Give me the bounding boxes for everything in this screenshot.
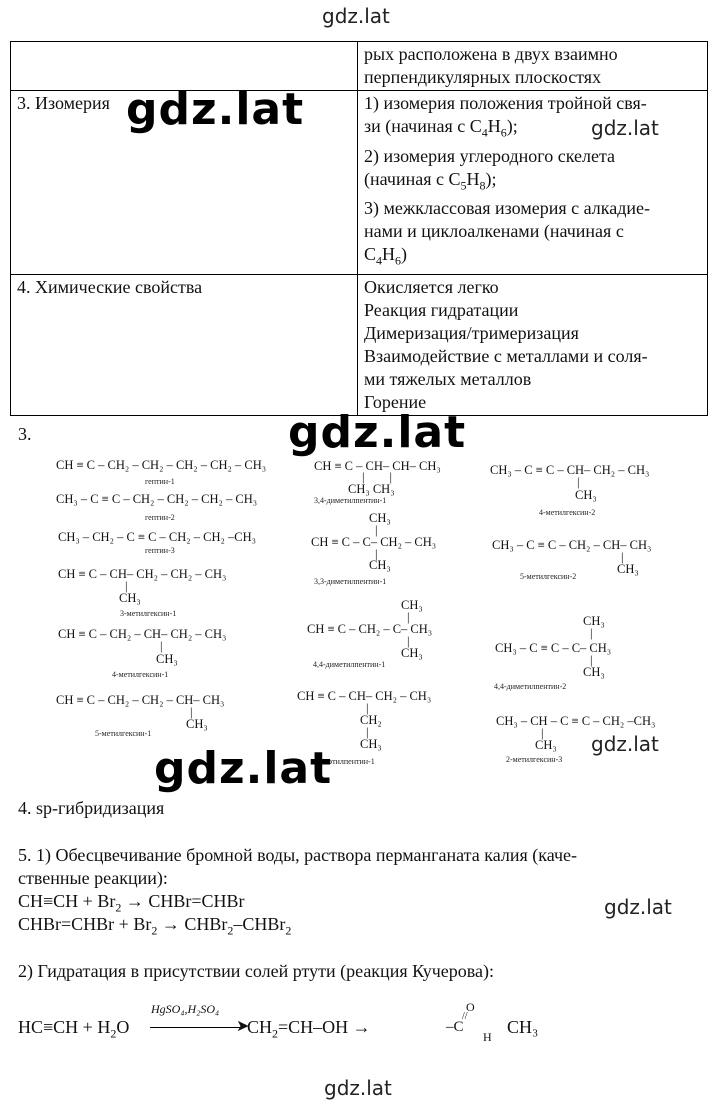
cell-line: 3) межклассовая изомерия с алкадие- <box>364 198 650 219</box>
formula-line: CH₃ CH₃ <box>348 482 395 496</box>
formula-line: CH₃ <box>575 488 597 502</box>
equation-bromination-2: CHBr=CHBr + $Br_2$ → CHBr$_2$–CHBr$_2$ <box>18 914 292 938</box>
aldehyde-h: H <box>483 1030 492 1044</box>
table-cell <box>358 91 708 275</box>
section-5-line-1: 5. 1) Обесцвечивание бромной воды, раствора перманганата калия (каче- <box>18 845 578 865</box>
isomer-name: гептин-1 <box>145 477 175 486</box>
formula-line: CH₃ – CH₂ – C ≡ C – CH₂ – CH₂ –CH₃ <box>58 530 256 544</box>
isomer-name: 3-метилгексин-1 <box>120 609 177 618</box>
table-cell <box>11 91 358 275</box>
isomer-name: 3,4-диметилпентин-1 <box>314 496 387 505</box>
row-heading: 4. Химические свойства <box>17 276 203 297</box>
bond-line: | <box>590 626 593 640</box>
bond-line: | <box>375 547 378 561</box>
formula-line: CH₃ <box>119 591 141 605</box>
table-row <box>11 42 708 91</box>
formula-line: CH₃ <box>401 646 423 660</box>
formula-line: CH₃ <box>360 737 382 751</box>
table-cell <box>11 274 358 415</box>
reaction-arrow-head: ➤ <box>236 1018 250 1035</box>
bond-line: | <box>160 639 163 653</box>
formula-line: CH₃ – C ≡ C – CH₂ – CH₂ – CH₂ – CH₃ <box>56 492 258 506</box>
watermark-mid-right: gdz.lat <box>591 116 659 140</box>
cell-line: Реакция гидратации <box>364 299 519 320</box>
aldehyde-ch3: CH₃ <box>507 1017 539 1037</box>
watermark-right-structures: gdz.lat <box>591 732 659 756</box>
formula-line: CH ≡ C – CH₂ – CH₂ – CH– CH₃ <box>56 693 225 707</box>
equation-kucherov-left: $HC\equiv CH + H_2O$ <box>18 1017 130 1041</box>
isomer-name: гептин-2 <box>145 513 175 522</box>
watermark-top: gdz.lat <box>322 4 390 28</box>
section-4-text: 4. sp-гибридизация <box>18 798 165 818</box>
section-number: 3. <box>18 424 32 444</box>
formula-line: CH₃ – CH – C ≡ C – CH₂ –CH₃ <box>496 714 656 728</box>
aldehyde-o: O <box>466 1000 475 1014</box>
bond-line: | <box>366 725 369 739</box>
isomer-name: 5-метилгексин-1 <box>95 729 152 738</box>
bond-line: | <box>125 579 128 593</box>
formula-line: CH₃ <box>369 558 391 572</box>
bond-line: | <box>577 475 580 489</box>
isomer-name: -этилпентин-1 <box>326 757 375 766</box>
table-cell <box>358 42 708 91</box>
bond-line: | <box>541 726 544 740</box>
isomer-name: 2-метилгексин-3 <box>506 755 563 764</box>
formula-line: CH₂ <box>360 713 382 727</box>
section-5-line-2: ственные реакции): <box>18 868 168 888</box>
reaction-arrow <box>150 1027 242 1028</box>
cell-line: Взаимодействие с металлами и соля- <box>364 345 648 366</box>
watermark-big-1: gdz.lat <box>126 84 305 135</box>
bond-line: | <box>407 634 410 648</box>
formula-line: CH ≡ C – CH₂ – CH₂ – CH₂ – CH₂ – CH₃ <box>56 458 267 472</box>
watermark-big-3: gdz.lat <box>154 743 333 794</box>
watermark-big-2: gdz.lat <box>288 407 467 458</box>
aldehyde-double-bond: // <box>462 1011 468 1022</box>
formula-line: CH₃ <box>535 738 557 752</box>
section-5-line-3: 2) Гидратация в присутствии солей ртути (реакция Кучерова): <box>18 961 495 981</box>
bond-line: | <box>621 550 624 564</box>
formula-line: CH₃ <box>401 598 423 612</box>
isomer-name: гептин-3 <box>145 546 175 555</box>
cell-line: Димеризация/тримеризация <box>364 322 579 343</box>
cell-line: Горение <box>364 391 427 412</box>
properties-table <box>10 41 708 416</box>
cell-line: ми тяжелых металлов <box>364 368 532 389</box>
catalyst-label: HgSO₄,H₂SO₄ <box>151 1002 220 1016</box>
isomer-name: 4,4-диметилпентин-1 <box>313 660 386 669</box>
equation-kucherov-right: $CH_2=CH-OH$ → <box>247 1017 371 1041</box>
formula-line: CH ≡ C – C– CH₂ – CH₃ <box>311 535 437 549</box>
aldehyde-carbon: –C <box>446 1019 464 1035</box>
formula-line: CH₃ – C ≡ C – CH– CH₂ – CH₃ <box>490 463 650 477</box>
cell-line: нами и циклоалкенами (начиная с <box>364 221 624 242</box>
formula-line: CH₃ <box>583 614 605 628</box>
bond-line: | <box>375 523 378 537</box>
equation-bromination-1: $CH\equiv CH + Br_2$ → CHBr=CHBr <box>18 891 245 915</box>
isomer-name: 4-метилгексин-1 <box>112 670 169 679</box>
isomer-name: 3,3-диметилпентин-1 <box>314 577 387 586</box>
bond-line: | <box>407 610 410 624</box>
table-cell <box>11 42 358 91</box>
isomer-name: 4,4-диметилпентин-2 <box>494 682 567 691</box>
formula-line: CH₃ – C ≡ C – C– CH₃ <box>495 641 612 655</box>
formula-line: CH ≡ C – CH₂ – C– CH₃ <box>307 622 433 636</box>
formula-line: CH₃ <box>583 665 605 679</box>
formula-line: CH ≡ C – CH– CH– CH₃ <box>314 459 441 473</box>
formula-line: CH₃ <box>186 717 208 731</box>
formula-line: CH ≡ C – CH– CH₂ – CH₃ <box>297 689 432 703</box>
cell-line: 1) изомерия положения тройной свя- <box>364 93 647 113</box>
cell-line: (начиная с $C_5H_8$); <box>364 168 497 193</box>
formula-line: CH₃ <box>617 562 639 576</box>
bond-line: | <box>590 653 593 667</box>
cell-line: $C_4H_6$) <box>364 244 408 268</box>
row-heading: 3. Изомерия <box>17 93 110 113</box>
isomer-name: 5-метилгексин-2 <box>520 572 577 581</box>
table-row <box>11 91 708 275</box>
table-row <box>11 274 708 415</box>
bond-line: | | <box>362 470 393 484</box>
isomer-name: 4-метилгексин-2 <box>539 508 596 517</box>
formula-line: CH ≡ C – CH– CH₂ – CH₂ – CH₃ <box>58 567 227 581</box>
cell-line: зи (начиная с $C_4H_6$); <box>364 116 518 140</box>
watermark-bottom: gdz.lat <box>324 1076 392 1100</box>
bond-line: | <box>366 701 369 715</box>
bond-line: | <box>190 705 193 719</box>
cell-line: Окисляется легко <box>364 276 499 297</box>
cell-line: перпендикулярных плоскостях <box>364 67 602 87</box>
formula-line: CH ≡ C – CH₂ – CH– CH₂ – CH₃ <box>58 627 227 641</box>
watermark-right-text: gdz.lat <box>604 895 672 919</box>
formula-line: CH₃ <box>156 652 178 666</box>
cell-line: 2) изомерия углеродного скелета <box>364 145 616 166</box>
formula-line: CH₃ – C ≡ C – CH₂ – CH– CH₃ <box>492 538 652 552</box>
formula-line: CH₃ <box>369 511 391 525</box>
table-cell <box>358 274 708 415</box>
cell-line: рых расположена в двух взаимно <box>364 44 618 64</box>
